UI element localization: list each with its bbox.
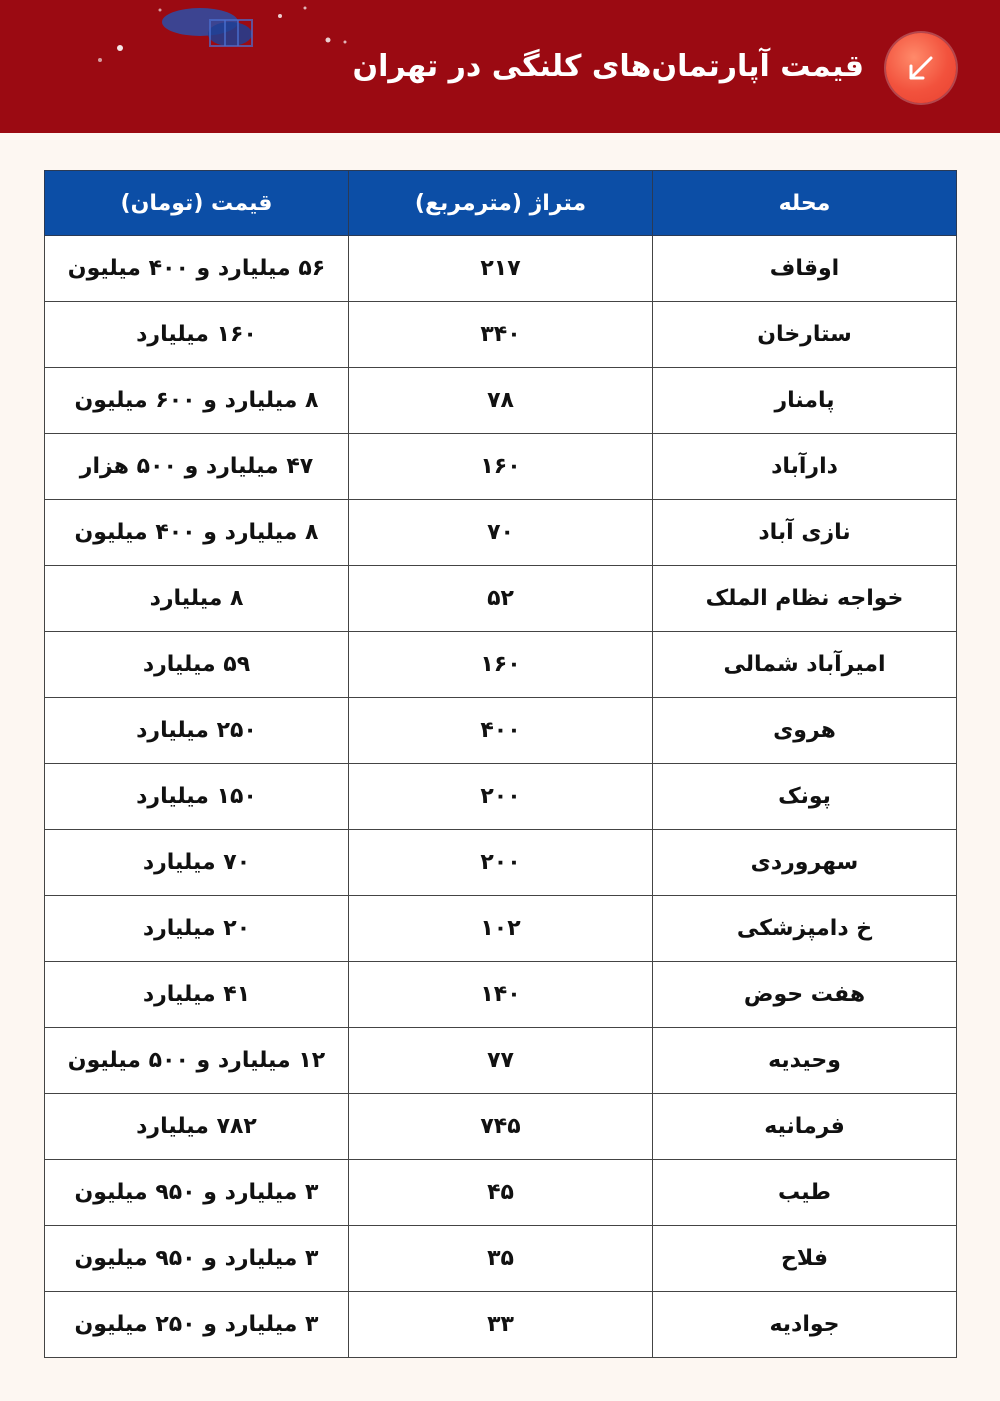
table-row <box>45 632 957 698</box>
cell-area: ۲۰۰ <box>349 830 653 896</box>
cell-area: ۱۰۲ <box>349 896 653 962</box>
cell-neighborhood: جوادیه <box>653 1292 957 1358</box>
cell-area: ۳۵ <box>349 1226 653 1292</box>
cell-area: ۵۲ <box>349 566 653 632</box>
cell-area: ۱۶۰ <box>349 632 653 698</box>
cell-area: ۱۶۰ <box>349 434 653 500</box>
decorative-splash <box>60 0 380 80</box>
cell-neighborhood: امیرآباد شمالی <box>653 632 957 698</box>
cell-neighborhood: اوقاف <box>653 236 957 302</box>
price-table <box>44 170 957 1358</box>
cell-neighborhood: دارآباد <box>653 434 957 500</box>
cell-price: ۳ میلیارد و ۲۵۰ میلیون <box>45 1292 349 1358</box>
cell-neighborhood: پونک <box>653 764 957 830</box>
table-row <box>45 1028 957 1094</box>
cell-neighborhood: هفت حوض <box>653 962 957 1028</box>
cell-price: ۱۶۰ میلیارد <box>45 302 349 368</box>
cell-price: ۸ میلیارد و ۶۰۰ میلیون <box>45 368 349 434</box>
table-row <box>45 368 957 434</box>
table-row <box>45 1292 957 1358</box>
cell-price: ۲۵۰ میلیارد <box>45 698 349 764</box>
header-banner <box>0 0 1000 133</box>
table-header-row <box>45 171 957 236</box>
cell-price: ۳ میلیارد و ۹۵۰ میلیون <box>45 1226 349 1292</box>
table-row <box>45 1160 957 1226</box>
cell-neighborhood: پامنار <box>653 368 957 434</box>
cell-neighborhood: خ دامپزشکی <box>653 896 957 962</box>
cell-area: ۳۴۰ <box>349 302 653 368</box>
cell-area: ۷۸ <box>349 368 653 434</box>
table-row <box>45 500 957 566</box>
cell-price: ۷۰ میلیارد <box>45 830 349 896</box>
cell-neighborhood: فلاح <box>653 1226 957 1292</box>
cell-price: ۵۹ میلیارد <box>45 632 349 698</box>
column-header-price: قیمت (تومان) <box>45 171 349 236</box>
column-header-area: متراژ (مترمربع) <box>349 171 653 236</box>
column-header-neighborhood: محله <box>653 171 957 236</box>
cell-neighborhood: نازی آباد <box>653 500 957 566</box>
cell-area: ۷۴۵ <box>349 1094 653 1160</box>
cell-area: ۴۵ <box>349 1160 653 1226</box>
cell-area: ۱۴۰ <box>349 962 653 1028</box>
table-row <box>45 566 957 632</box>
cell-area: ۲۰۰ <box>349 764 653 830</box>
table-row <box>45 434 957 500</box>
cell-price: ۴۷ میلیارد و ۵۰۰ هزار <box>45 434 349 500</box>
cell-neighborhood: ستارخان <box>653 302 957 368</box>
cell-price: ۱۵۰ میلیارد <box>45 764 349 830</box>
cell-area: ۷۷ <box>349 1028 653 1094</box>
cell-neighborhood: وحیدیه <box>653 1028 957 1094</box>
cell-area: ۳۳ <box>349 1292 653 1358</box>
cell-area: ۲۱۷ <box>349 236 653 302</box>
cell-price: ۸ میلیارد و ۴۰۰ میلیون <box>45 500 349 566</box>
arrow-down-left-icon <box>886 33 956 103</box>
table-row <box>45 302 957 368</box>
page-title: قیمت آپارتمان‌های کلنگی در تهران <box>352 49 864 84</box>
table-row <box>45 764 957 830</box>
table-row <box>45 962 957 1028</box>
table-row <box>45 1094 957 1160</box>
cell-neighborhood: طیب <box>653 1160 957 1226</box>
cell-price: ۱۲ میلیارد و ۵۰۰ میلیون <box>45 1028 349 1094</box>
cell-price: ۲۰ میلیارد <box>45 896 349 962</box>
cell-price: ۳ میلیارد و ۹۵۰ میلیون <box>45 1160 349 1226</box>
table-row <box>45 896 957 962</box>
cell-price: ۵۶ میلیارد و ۴۰۰ میلیون <box>45 236 349 302</box>
cell-neighborhood: فرمانیه <box>653 1094 957 1160</box>
cell-price: ۸ میلیارد <box>45 566 349 632</box>
cell-neighborhood: هروی <box>653 698 957 764</box>
table-row <box>45 698 957 764</box>
table-row <box>45 830 957 896</box>
cell-price: ۴۱ میلیارد <box>45 962 349 1028</box>
cell-neighborhood: سهروردی <box>653 830 957 896</box>
cell-price: ۷۸۲ میلیارد <box>45 1094 349 1160</box>
table-row <box>45 236 957 302</box>
table-row <box>45 1226 957 1292</box>
cell-neighborhood: خواجه نظام الملک <box>653 566 957 632</box>
cell-area: ۷۰ <box>349 500 653 566</box>
cell-area: ۴۰۰ <box>349 698 653 764</box>
